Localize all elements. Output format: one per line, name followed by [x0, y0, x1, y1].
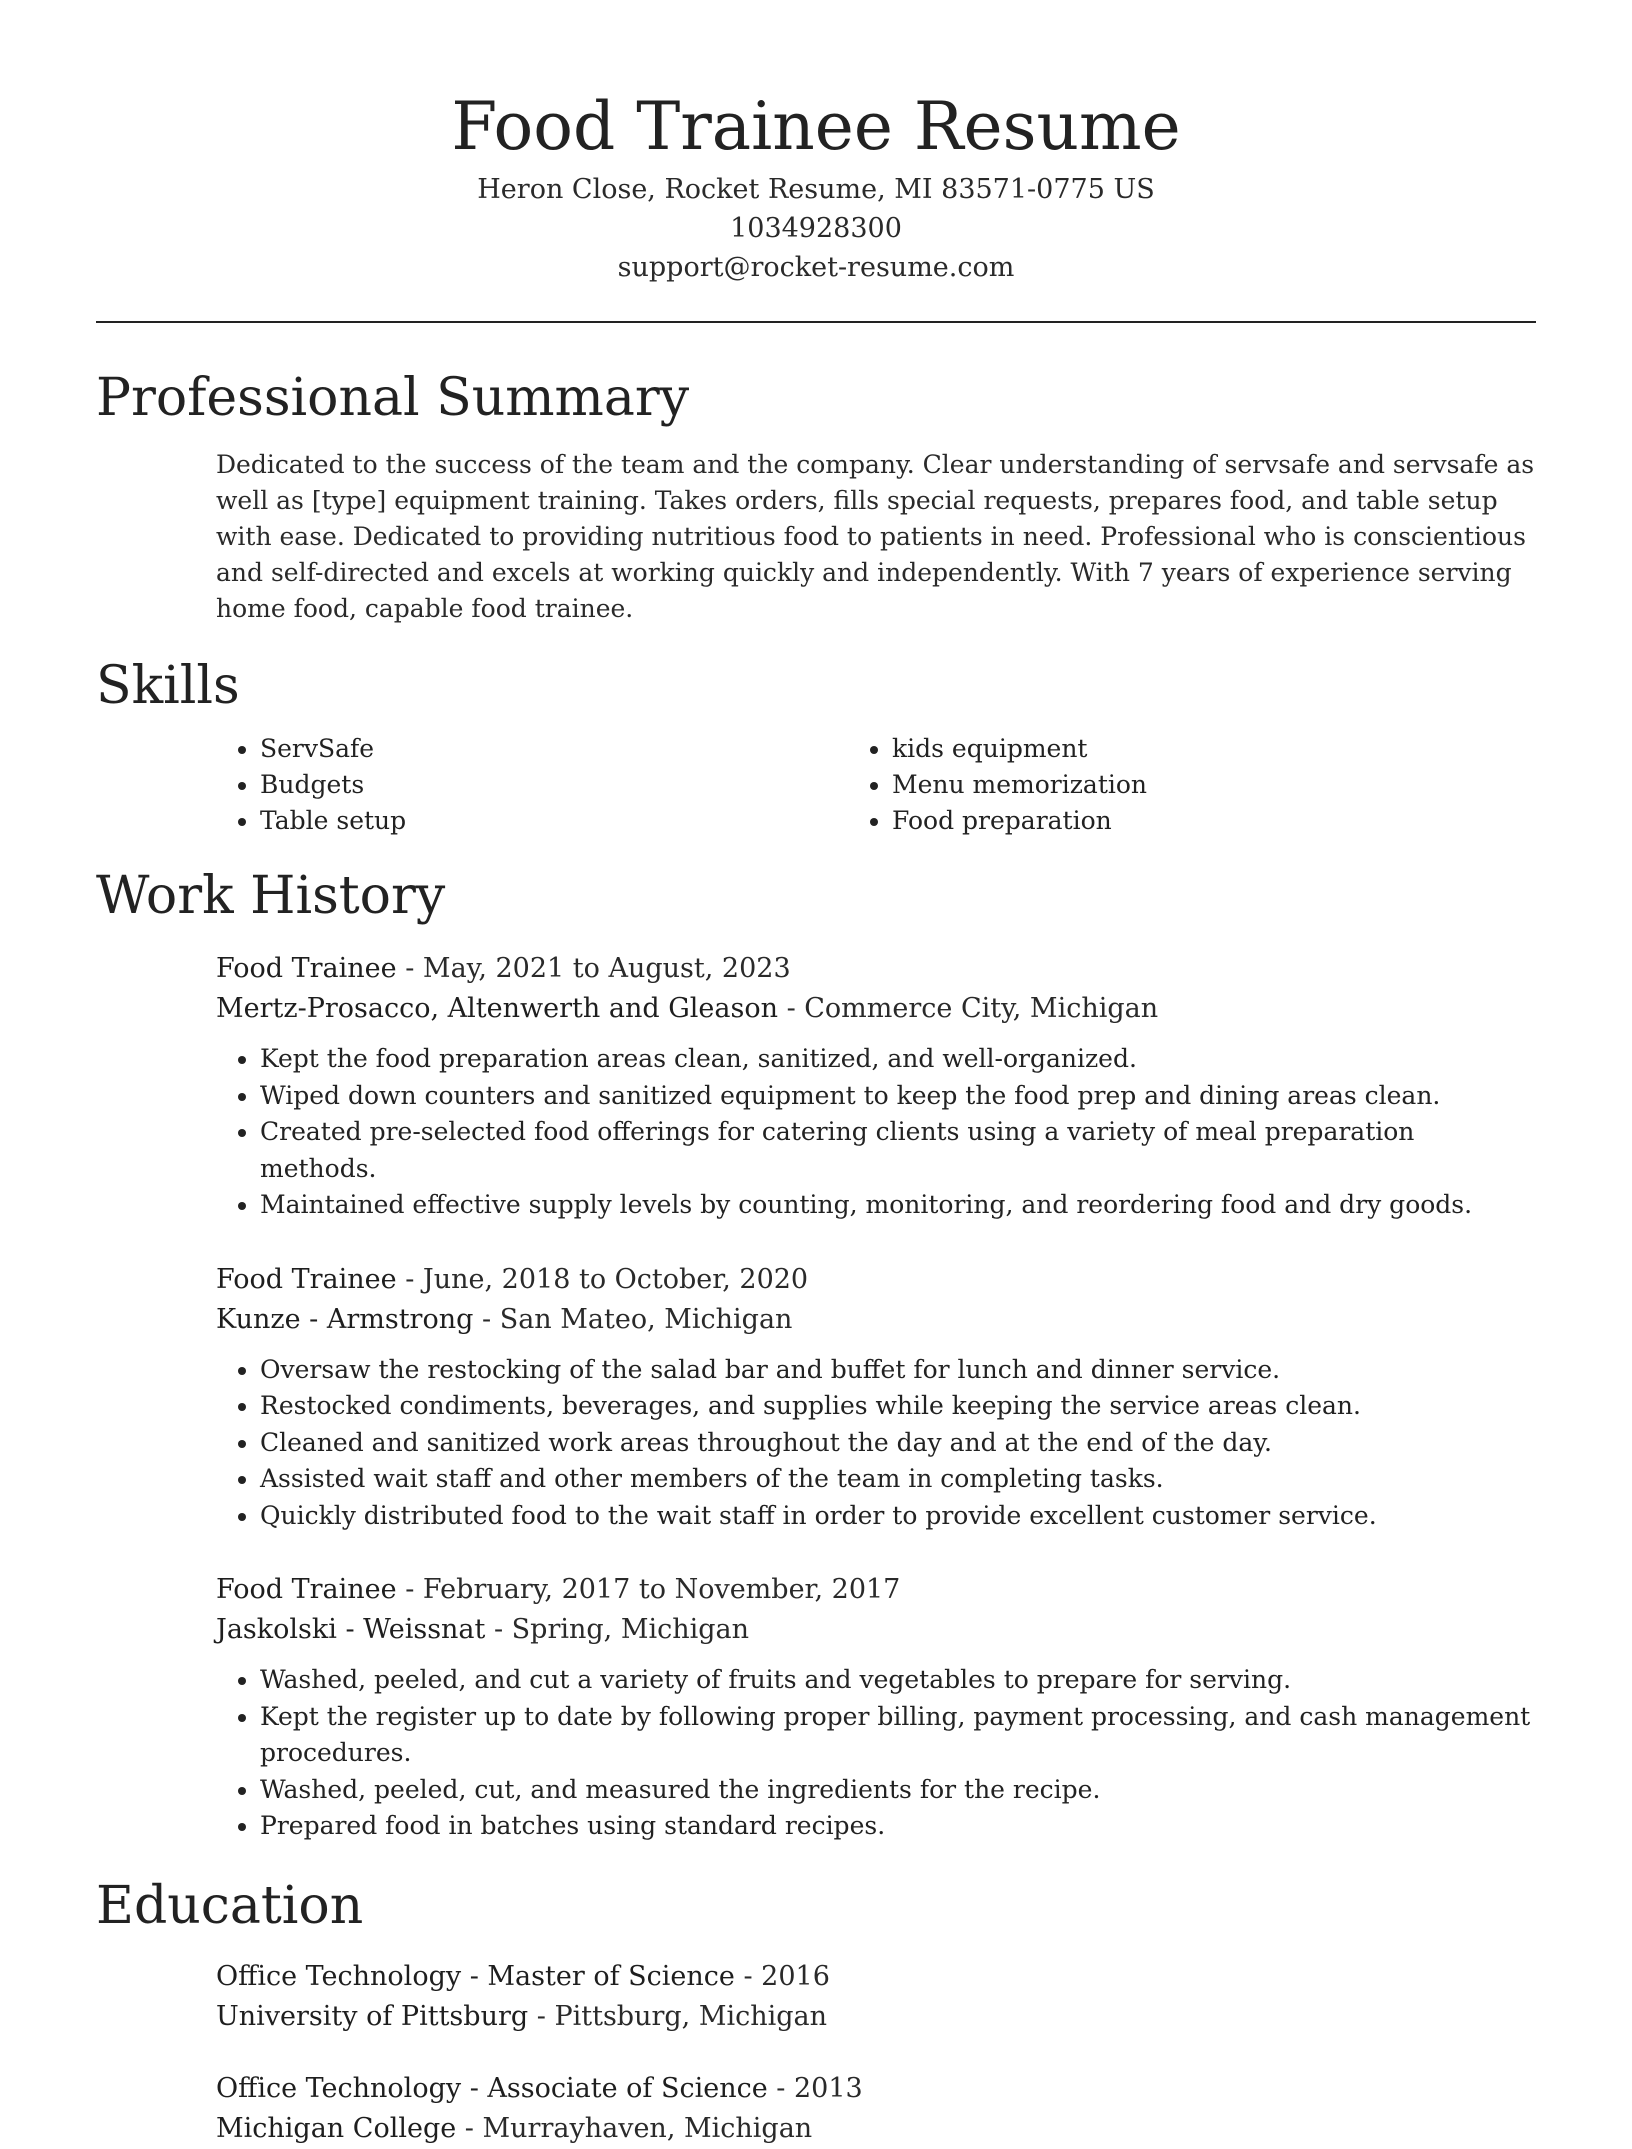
job-location: - Spring, Michigan — [485, 1614, 750, 1645]
skill-item: • Food preparation — [892, 803, 1516, 839]
job-location: - Commerce City, Michigan — [777, 993, 1159, 1024]
section-heading-summary: Professional Summary — [96, 368, 690, 428]
education-degree: - Master of Science — [461, 1960, 735, 1992]
job-company: Mertz-Prosacco, Altenwerth and Gleason — [216, 993, 778, 1024]
job-entry — [216, 1260, 1536, 1535]
job-duties — [216, 1041, 1536, 1224]
duty-item: • Washed, peeled, and cut a variety of fruits and vegetables to prepare for serving. — [260, 1662, 1536, 1699]
job-entry — [216, 949, 1536, 1224]
job-dates: - May, 2021 to August, 2023 — [396, 953, 791, 984]
duty-item: • Quickly distributed food to the wait staff in order to provide excellent customer service. — [260, 1498, 1536, 1535]
skill-item: • Budgets — [260, 767, 866, 803]
duty-item: • Prepared food in batches using standard recipes. — [260, 1808, 1536, 1845]
education-school-line — [216, 2109, 1536, 2149]
duty-item: • Cleaned and sanitized work areas throughout the day and at the end of the day. — [260, 1425, 1536, 1462]
education-field: Office Technology — [216, 2072, 462, 2104]
education-year: - 2016 — [734, 1960, 830, 1992]
education-degree-line — [216, 2069, 1536, 2109]
education-entry — [216, 2069, 1536, 2149]
job-dates: - June, 2018 to October, 2020 — [396, 1263, 809, 1295]
education-degree-line — [216, 1957, 1536, 1997]
skill-item: • kids equipment — [892, 731, 1516, 767]
job-location: - San Mateo, Michigan — [473, 1303, 793, 1335]
contact-info — [96, 170, 1536, 287]
education-year: - 2013 — [767, 2072, 863, 2104]
education-field: Office Technology — [216, 1960, 462, 1992]
skills-column-left — [216, 731, 866, 839]
duty-item: • Assisted wait staff and other members of the team in completing tasks. — [260, 1461, 1536, 1498]
job-duties — [216, 1352, 1536, 1535]
skills-column-right — [866, 731, 1516, 839]
education-school-line — [216, 1997, 1536, 2037]
section-heading-skills: Skills — [96, 656, 240, 716]
education-school: University of Pittsburg — [216, 2000, 529, 2032]
job-title: Food Trainee — [216, 1263, 397, 1295]
job-company-line — [216, 989, 1536, 1029]
duty-item: • Maintained effective supply levels by counting, monitoring, and reordering food and dry goods. — [260, 1187, 1536, 1224]
header-divider — [96, 321, 1536, 323]
education-location: - Pittsburg, Michigan — [528, 2000, 828, 2032]
job-title-line — [216, 949, 1536, 989]
education-entry — [216, 1957, 1536, 2037]
skill-item: • ServSafe — [260, 731, 866, 767]
job-title: Food Trainee — [216, 1574, 397, 1605]
job-title: Food Trainee — [216, 953, 397, 984]
summary-text: Dedicated to the success of the team and the company. Clear understanding of servsafe and servsafe as well as [type] equipment training. Takes orders, fills special requests, prepares food, and table setup with ease. Dedicated to providing nutritious food to patients in need. Professional who is conscientious and self-directed and excels at working quickly and independently. With 7 years of experience serving home food, capable food trainee. — [216, 450, 1535, 623]
job-company: Jaskolski - Weissnat — [216, 1614, 486, 1645]
duty-item: • Kept the food preparation areas clean, sanitized, and well-organized. — [260, 1041, 1536, 1078]
contact-phone: 1034928300 — [730, 213, 902, 244]
section-heading-work-history: Work History — [96, 866, 446, 926]
resume-header — [96, 0, 1536, 287]
duty-item: • Wiped down counters and sanitized equipment to keep the food prep and dining areas clean. — [260, 1078, 1536, 1115]
duty-item: • Kept the register up to date by following proper billing, payment processing, and cash management procedures. — [260, 1699, 1536, 1772]
duty-item: • Oversaw the restocking of the salad bar and buffet for lunch and dinner service. — [260, 1352, 1536, 1389]
skill-item: • Menu memorization — [892, 767, 1516, 803]
skills-list — [216, 731, 1536, 839]
job-company: Kunze - Armstrong — [216, 1303, 474, 1335]
job-title-line — [216, 1260, 1536, 1300]
job-entry — [216, 1570, 1536, 1845]
duty-item: • Restocked condiments, beverages, and supplies while keeping the service areas clean. — [260, 1388, 1536, 1425]
job-title-line — [216, 1570, 1536, 1610]
page-title: Food Trainee Resume — [451, 88, 1181, 165]
duty-item: • Created pre-selected food offerings for catering clients using a variety of meal preparation methods. — [260, 1114, 1536, 1187]
education-degree: - Associate of Science — [461, 2072, 768, 2104]
education-location: - Murrayhaven, Michigan — [456, 2112, 813, 2144]
contact-address: Heron Close, Rocket Resume, MI 83571-0775 US — [477, 174, 1155, 205]
section-heading-education: Education — [96, 1875, 364, 1936]
duty-item: • Washed, peeled, cut, and measured the ingredients for the recipe. — [260, 1772, 1536, 1809]
job-company-line — [216, 1300, 1536, 1340]
job-company-line — [216, 1610, 1536, 1650]
contact-email: support@rocket-resume.com — [617, 252, 1015, 283]
skill-item: • Table setup — [260, 803, 866, 839]
education-school: Michigan College — [216, 2112, 457, 2144]
job-dates: - February, 2017 to November, 2017 — [396, 1574, 901, 1605]
job-duties — [216, 1662, 1536, 1845]
